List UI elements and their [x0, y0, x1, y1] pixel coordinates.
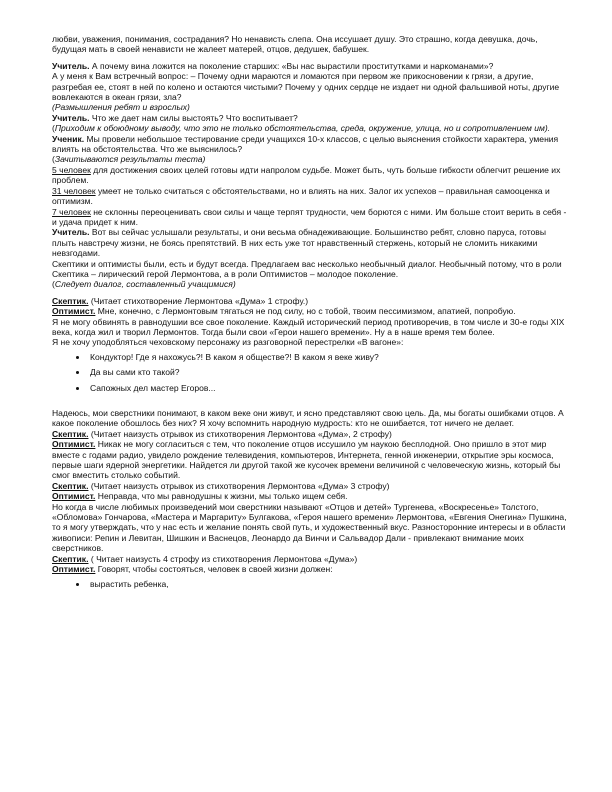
- list-item: • Сапожных дел мастер Егоров...: [88, 383, 572, 393]
- paren-open: (: [52, 123, 55, 134]
- result-count: 5 человек: [52, 164, 91, 175]
- test-note-text: Зачитываются результаты теста): [54, 154, 206, 165]
- document-page: [52, 34, 572, 594]
- paragraph-chekhov: Я не хочу уподобляться чеховскому персонажу из разговорной перестрелки «В вагоне»:: [52, 337, 404, 348]
- result-count: 31 человек: [52, 185, 96, 196]
- paragraph-test-note: [52, 154, 572, 164]
- result-count: 7 человек: [52, 206, 91, 217]
- optimist-line: Мне, конечно, с Лермонтовым тягаться не под силу, но с тобой, твоим пессимизмом, апатией, попробую.: [95, 306, 516, 317]
- paragraph-optimist-1: [52, 306, 572, 316]
- teacher-line: Вот вы сейчас услышали результаты, и они весьма обнадеживающие. Большинство ребят, словно паруса, готовы плыть навстречу жизни, не боясь препятствий. В них есть уже тот нравственный стержень, который не сломить никакими невзгодами.: [52, 227, 546, 259]
- paragraph-skeptic-3: [52, 481, 572, 491]
- dialog-note-text: Следует диалог, составленный учащимися): [54, 279, 236, 290]
- teacher-line: А почему вина ложится на поколение старших: «Вы нас вырастили проститутками и наркоманами»?: [89, 60, 494, 71]
- optimist-line: Никак не могу согласиться с тем, что поколение отцов иссушило ум наукою бесплодной. Оно пришло в этот мир вместе с годами радио, увидело рождение телевидения, компьютеров, Интернета, генной инженерии, открытие эры космоса, первые шаги ядерной энергетики. Найдется ли другой такой же кусочек времени величиной с человеческую жизнь, который бы смог вместить столько событий.: [52, 439, 561, 481]
- paren-open: (: [52, 154, 55, 165]
- student-line: Мы провели небольшое тестирование среди учащихся 10-х классов, с целью выяснения стойкости характера, умения влиять на обстоятельства. Что же выяснилось?: [52, 133, 559, 155]
- paragraph-teacher-1: [52, 61, 572, 71]
- speaker-optimist: Оптимист.: [52, 564, 96, 575]
- paragraph-teacher-2: [52, 113, 572, 123]
- skeptic-line: (Читает наизусть отрывок из стихотворения Лермонтова «Дума» 3 строфу): [88, 480, 390, 491]
- speaker-skeptic: Скептик.: [52, 428, 89, 439]
- speaker-skeptic: Скептик.: [52, 480, 89, 491]
- skeptic-line: (Читает стихотворение Лермонтова «Дума» 1 строфу.): [88, 295, 309, 306]
- conclusion-text: Приходим к обоюдному выводу, что это не только обстоятельства, среда, окружение, улица, но и сопротивлением им).: [54, 123, 551, 134]
- paragraph-dialog-note: [52, 279, 572, 289]
- paragraph-reflection: (Размышления ребят и взрослых): [52, 102, 190, 113]
- paragraph-result-2: [52, 186, 572, 207]
- paragraph-optimist-3: [52, 491, 572, 501]
- paragraph-optimist-4: [52, 564, 572, 574]
- list-item: • Да вы сами кто такой?: [88, 367, 572, 377]
- paragraph-1: любви, уважения, понимания, сострадания? Но ненависть слепа. Она иссушает душу. Это страшно, когда девушка, дочь, будущая мать в своей ненависти не жалеет матерей, отцов, дедушек, бабушек.: [52, 34, 538, 55]
- optimist-line: Неправда, что мы равнодушны к жизни, мы только ищем себя.: [95, 491, 348, 502]
- speaker-teacher: Учитель.: [52, 112, 90, 123]
- paragraph-optimist-2: [52, 439, 572, 481]
- speaker-optimist: Оптимист.: [52, 306, 96, 317]
- paragraph-books: Но когда в числе любимых произведений мои сверстники называют «Отцов и детей» Тургенева, «Воскресенье» Толстого, «Обломова» Гончарова, «Мастера и Маргариту» Булгакова, «Героя нашего времени» Лермонтова, «Евгения Онегина» Пушкина, то я могу утверждать, что у нас есть и желание понять свой путь, и художественный вкус. Разносторонние интересы и в области живописи: Репин и Левитан, Шишкин и Васнецов, Леонардо да Винчи и Сальвадор Дали - привлекают внимание моих сверстников.: [52, 501, 567, 554]
- skeptic-line: (Читает наизусть отрывок из стихотворения Лермонтова «Дума», 2 строфу): [88, 428, 392, 439]
- speaker-optimist: Оптимист.: [52, 491, 96, 502]
- paragraph-skeptic-1: [52, 296, 572, 306]
- paragraph-generation: Я не могу обвинять в равнодушии все свое поколение. Каждый исторический период противоречив, в том числе и 30-е годы XIX века, когда жил и творил Лермонтов. Тогда были свои «Герои нашего времени». Ну а в наше время тем более.: [52, 316, 565, 337]
- result-text: для достижения своих целей готовы идти напролом судьбе. Может быть, чуть больше гибкости облегчит решение их проблем.: [52, 164, 561, 186]
- paragraph-conclusion: [52, 123, 572, 133]
- speaker-teacher: Учитель.: [52, 227, 90, 238]
- speaker-optimist: Оптимист.: [52, 439, 96, 450]
- paragraph-intro-dialog: Скептики и оптимисты были, есть и будут всегда. Предлагаем вас несколько необычный диалог. Необычный потому, что в роли Скептика – лирический герой Лермонтова, а в роли Оптимистов – молодое поколение.: [52, 258, 562, 279]
- bullet-list-1: [52, 352, 572, 393]
- result-text: умеет не только считаться с обстоятельствами, но и влиять на них. Залог их успехов – правильная самооценка и оптимизм.: [52, 185, 550, 207]
- optimist-line: Говорят, чтобы состояться, человек в своей жизни должен:: [95, 564, 333, 575]
- paragraph-result-1: [52, 165, 572, 186]
- bullet-list-2: [52, 579, 572, 589]
- paragraph-skeptic-2: [52, 429, 572, 439]
- paragraph-student: [52, 134, 572, 155]
- teacher-line: Что же дает нам силы выстоять? Что воспитывает?: [89, 112, 298, 123]
- paragraph-skeptic-4: [52, 554, 572, 564]
- paragraph-result-3: [52, 207, 572, 228]
- speaker-skeptic: Скептик.: [52, 295, 89, 306]
- list-item: • Кондуктор! Где я нахожусь?! В каком я обществе?! В каком я веке живу?: [88, 352, 572, 362]
- paragraph-teacher-3: [52, 227, 572, 258]
- speaker-teacher: Учитель.: [52, 60, 90, 71]
- paragraph-hope: Надеюсь, мои сверстники понимают, в каком веке они живут, и ясно представляют свою цель. Да, мы богаты ошибками отцов. А какое поколение обошлось без них? Я хочу вспомнить народную мудрость: кто не ошибается, тот ничего не делает.: [52, 408, 564, 429]
- result-text: не склонны переоценивать свои силы и чаще терпят трудности, чем борются с ними. Им больше стоит верить в себя - и удача придет к ним.: [52, 206, 567, 227]
- paren-open: (: [52, 279, 55, 290]
- skeptic-line: ( Читает наизусть 4 строфу из стихотворения Лермонтова «Дума»): [88, 553, 358, 564]
- list-item: • вырастить ребенка,: [88, 579, 572, 589]
- speaker-skeptic: Скептик.: [52, 553, 89, 564]
- speaker-student: Ученик.: [52, 133, 85, 144]
- paragraph-question: А у меня к Вам встречный вопрос: – Почему одни мараются и ломаются при первом же прикосновении к грязи, а другие, разгребая ее, стоят в ней по колено и остаются чистыми? Почему у одних сердце не издает ни одной фальшивой ноты, другие вовлекаются в океан грязи, зла?: [52, 71, 560, 103]
